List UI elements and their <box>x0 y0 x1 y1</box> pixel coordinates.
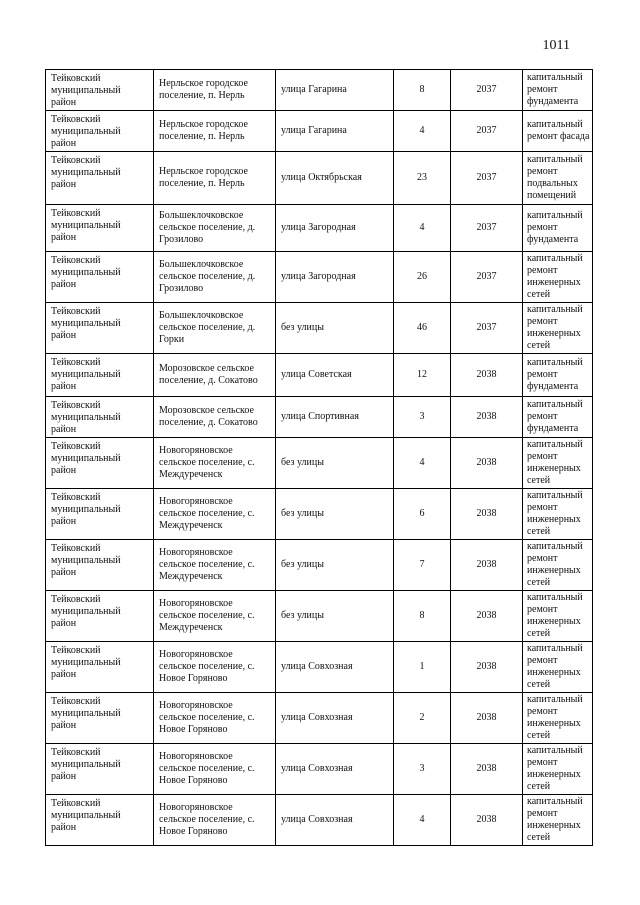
work-type-cell: капитальный ремонт инженерных сетей <box>523 540 593 591</box>
district-cell: Тейковский муниципальный район <box>46 397 154 438</box>
settlement-cell: Новогоряновское сельское поселение, с. Новое Горяново <box>154 795 276 846</box>
work-type-cell: капитальный ремонт фундамента <box>523 354 593 397</box>
table-row <box>46 438 593 489</box>
work-type-cell: капитальный ремонт подвальных помещений <box>523 152 593 205</box>
page-number: 1011 <box>542 38 570 53</box>
table-body <box>46 70 593 846</box>
house-number-cell: 3 <box>394 744 451 795</box>
house-number-cell: 4 <box>394 111 451 152</box>
street-cell: улица Совхозная <box>276 744 394 795</box>
table-row <box>46 540 593 591</box>
table-row <box>46 591 593 642</box>
settlement-cell: Большеклочковское сельское поселение, д. Грозилово <box>154 252 276 303</box>
table-row <box>46 795 593 846</box>
table-row <box>46 205 593 252</box>
repair-schedule-table <box>45 69 593 846</box>
house-number-cell: 12 <box>394 354 451 397</box>
street-cell: без улицы <box>276 438 394 489</box>
year-cell: 2038 <box>451 354 523 397</box>
year-cell: 2038 <box>451 693 523 744</box>
year-cell: 2037 <box>451 152 523 205</box>
house-number-cell: 1 <box>394 642 451 693</box>
house-number-cell: 46 <box>394 303 451 354</box>
year-cell: 2038 <box>451 397 523 438</box>
settlement-cell: Большеклочковское сельское поселение, д. Горки <box>154 303 276 354</box>
settlement-cell: Морозовское сельское поселение, д. Сокатово <box>154 354 276 397</box>
house-number-cell: 4 <box>394 438 451 489</box>
table-row <box>46 70 593 111</box>
work-type-cell: капитальный ремонт инженерных сетей <box>523 252 593 303</box>
table-row <box>46 744 593 795</box>
house-number-cell: 23 <box>394 152 451 205</box>
street-cell: без улицы <box>276 489 394 540</box>
house-number-cell: 26 <box>394 252 451 303</box>
district-cell: Тейковский муниципальный район <box>46 303 154 354</box>
work-type-cell: капитальный ремонт инженерных сетей <box>523 591 593 642</box>
year-cell: 2037 <box>451 303 523 354</box>
year-cell: 2037 <box>451 111 523 152</box>
settlement-cell: Новогоряновское сельское поселение, с. Новое Горяново <box>154 693 276 744</box>
street-cell: улица Загородная <box>276 252 394 303</box>
district-cell: Тейковский муниципальный район <box>46 744 154 795</box>
work-type-cell: капитальный ремонт инженерных сетей <box>523 642 593 693</box>
table-row <box>46 303 593 354</box>
district-cell: Тейковский муниципальный район <box>46 795 154 846</box>
house-number-cell: 7 <box>394 540 451 591</box>
district-cell: Тейковский муниципальный район <box>46 111 154 152</box>
table-row <box>46 152 593 205</box>
year-cell: 2038 <box>451 795 523 846</box>
street-cell: улица Спортивная <box>276 397 394 438</box>
settlement-cell: Новогоряновское сельское поселение, с. Новое Горяново <box>154 744 276 795</box>
settlement-cell: Нерльское городское поселение, п. Нерль <box>154 111 276 152</box>
year-cell: 2038 <box>451 744 523 795</box>
year-cell: 2038 <box>451 540 523 591</box>
district-cell: Тейковский муниципальный район <box>46 540 154 591</box>
house-number-cell: 8 <box>394 591 451 642</box>
work-type-cell: капитальный ремонт инженерных сетей <box>523 795 593 846</box>
year-cell: 2037 <box>451 70 523 111</box>
year-cell: 2037 <box>451 252 523 303</box>
table-row <box>46 111 593 152</box>
street-cell: без улицы <box>276 591 394 642</box>
district-cell: Тейковский муниципальный район <box>46 438 154 489</box>
street-cell: улица Совхозная <box>276 642 394 693</box>
table-row <box>46 642 593 693</box>
settlement-cell: Новогоряновское сельское поселение, с. Междуреченск <box>154 489 276 540</box>
settlement-cell: Нерльское городское поселение, п. Нерль <box>154 70 276 111</box>
work-type-cell: капитальный ремонт инженерных сетей <box>523 744 593 795</box>
work-type-cell: капитальный ремонт инженерных сетей <box>523 489 593 540</box>
settlement-cell: Нерльское городское поселение, п. Нерль <box>154 152 276 205</box>
street-cell: улица Гагарина <box>276 111 394 152</box>
settlement-cell: Новогоряновское сельское поселение, с. Новое Горяново <box>154 642 276 693</box>
settlement-cell: Большеклочковское сельское поселение, д. Грозилово <box>154 205 276 252</box>
district-cell: Тейковский муниципальный район <box>46 70 154 111</box>
year-cell: 2038 <box>451 591 523 642</box>
district-cell: Тейковский муниципальный район <box>46 252 154 303</box>
street-cell: без улицы <box>276 540 394 591</box>
settlement-cell: Морозовское сельское поселение, д. Сокатово <box>154 397 276 438</box>
work-type-cell: капитальный ремонт инженерных сетей <box>523 303 593 354</box>
work-type-cell: капитальный ремонт фундамента <box>523 70 593 111</box>
table-row <box>46 693 593 744</box>
street-cell: улица Октябрьская <box>276 152 394 205</box>
street-cell: улица Гагарина <box>276 70 394 111</box>
district-cell: Тейковский муниципальный район <box>46 591 154 642</box>
district-cell: Тейковский муниципальный район <box>46 354 154 397</box>
table-row <box>46 397 593 438</box>
year-cell: 2038 <box>451 438 523 489</box>
district-cell: Тейковский муниципальный район <box>46 152 154 205</box>
work-type-cell: капитальный ремонт инженерных сетей <box>523 438 593 489</box>
house-number-cell: 6 <box>394 489 451 540</box>
house-number-cell: 2 <box>394 693 451 744</box>
settlement-cell: Новогоряновское сельское поселение, с. Междуреченск <box>154 540 276 591</box>
work-type-cell: капитальный ремонт фундамента <box>523 205 593 252</box>
table-row <box>46 489 593 540</box>
settlement-cell: Новогоряновское сельское поселение, с. Междуреченск <box>154 438 276 489</box>
work-type-cell: капитальный ремонт инженерных сетей <box>523 693 593 744</box>
street-cell: улица Совхозная <box>276 693 394 744</box>
street-cell: улица Загородная <box>276 205 394 252</box>
year-cell: 2037 <box>451 205 523 252</box>
table-row <box>46 252 593 303</box>
street-cell: улица Совхозная <box>276 795 394 846</box>
street-cell: улица Советская <box>276 354 394 397</box>
district-cell: Тейковский муниципальный район <box>46 205 154 252</box>
table-row <box>46 354 593 397</box>
year-cell: 2038 <box>451 642 523 693</box>
street-cell: без улицы <box>276 303 394 354</box>
house-number-cell: 8 <box>394 70 451 111</box>
house-number-cell: 4 <box>394 795 451 846</box>
work-type-cell: капитальный ремонт фундамента <box>523 397 593 438</box>
district-cell: Тейковский муниципальный район <box>46 693 154 744</box>
house-number-cell: 3 <box>394 397 451 438</box>
district-cell: Тейковский муниципальный район <box>46 489 154 540</box>
house-number-cell: 4 <box>394 205 451 252</box>
year-cell: 2038 <box>451 489 523 540</box>
work-type-cell: капитальный ремонт фасада <box>523 111 593 152</box>
district-cell: Тейковский муниципальный район <box>46 642 154 693</box>
settlement-cell: Новогоряновское сельское поселение, с. Междуреченск <box>154 591 276 642</box>
